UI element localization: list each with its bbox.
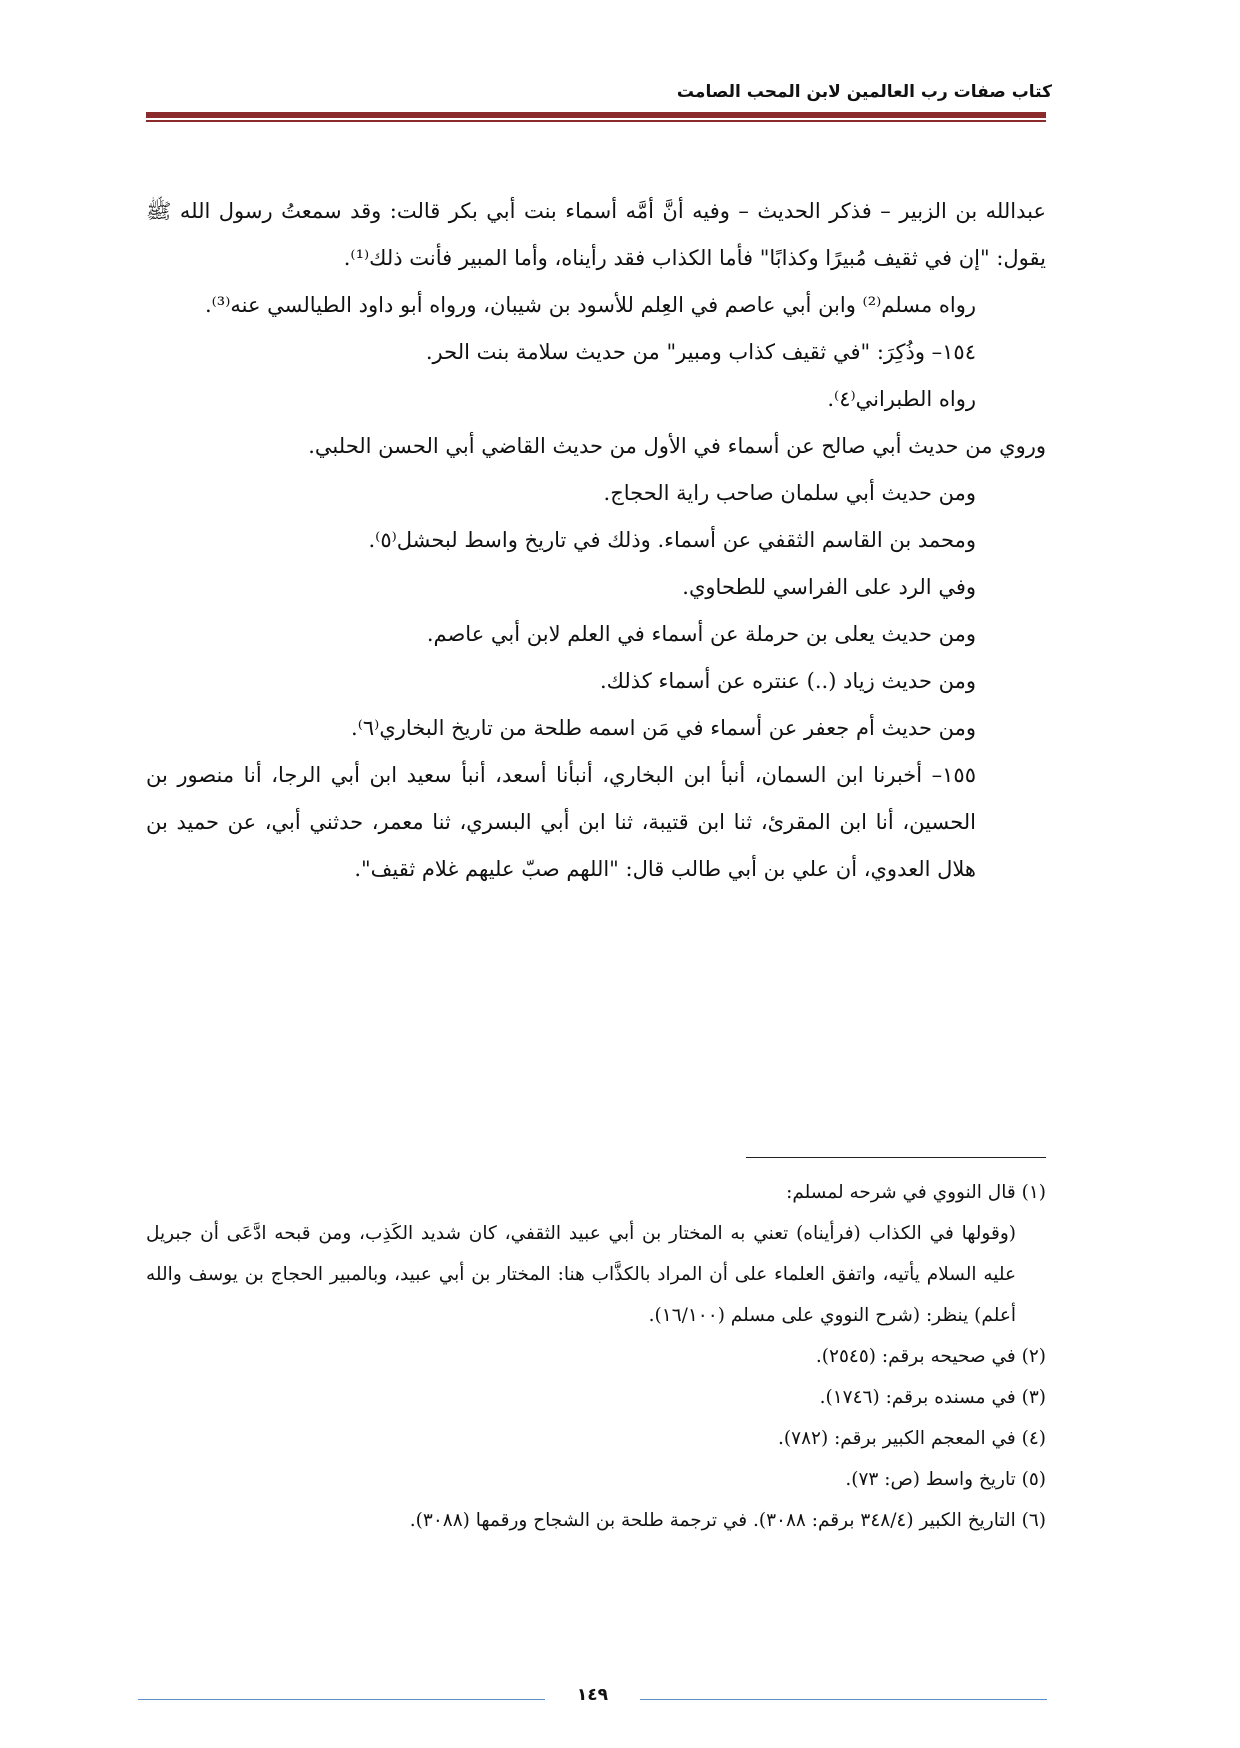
- footnote: (٢) في صحيحه برقم: (٢٥٤٥).: [815, 1346, 1046, 1367]
- footnotes: [146, 1172, 1046, 1541]
- header-rule: [146, 112, 1046, 118]
- paragraph: ومحمد بن القاسم الثقفي عن أسماء. وذلك في تاريخ واسط لبحشل⁽٥⁾.: [368, 528, 976, 552]
- hadith-155: ١٥٥– أخبرنا ابن السمان، أنبأ ابن البخاري، أنبأنا أسعد، أنبأ سعيد ابن أبي الرجا، أنا منصور بن الحسين، أنا ابن المقرئ، ثنا ابن قتيبة، ثنا ابن أبي البسري، ثنا معمر، حدثني أبي، عن حميد بن هلال العدوي، أن علي بن أبي طالب قال: "اللهم صبّ عليهم غلام ثقيف".: [146, 763, 976, 881]
- paragraph: عبدالله بن الزبير – فذكر الحديث – وفيه أنَّ أمَّه أسماء بنت أبي بكر قالت: وقد سمعتُ رسول الله ﷺ يقول: "إن في ثقيف مُبيرًا وكذابًا" فأما الكذاب فقد رأيناه، وأما المبير فأنت ذلك⁽¹⁾.: [146, 199, 1046, 270]
- page-number: ١٤٩: [576, 1685, 609, 1705]
- paragraph: ومن حديث أبي سلمان صاحب راية الحجاج.: [603, 481, 976, 505]
- header-rule-thin: [146, 120, 1046, 122]
- paragraph: ومن حديث أم جعفر عن أسماء في مَن اسمه طلحة من تاريخ البخاري⁽٦⁾.: [351, 716, 976, 740]
- hadith-154: ١٥٤– وذُكِرَ: "في ثقيف كذاب ومبير" من حديث سلامة بنت الحر.: [425, 340, 976, 364]
- paragraph: ومن حديث يعلى بن حرملة عن أسماء في العلم لابن أبي عاصم.: [426, 622, 976, 646]
- paragraph: وفي الرد على الفراسي للطحاوي.: [682, 575, 976, 599]
- footnote-quote: (وقولها في الكذاب (فرأيناه) تعني به المختار بن أبي عبيد الثقفي، كان شديد الكَذِب، ومن قبحه ادَّعَى أن جبريل عليه السلام يأتيه، واتفق العلماء على أن المراد بالكذَّاب هنا: المختار بن أبي عبيد، وبالمبير الحجاج بن يوسف والله أعلم) ينظر: (شرح النووي على مسلم (١٦/١٠٠).: [146, 1223, 1016, 1326]
- paragraph: رواه مسلم⁽²⁾ وابن أبي عاصم في العِلم للأسود بن شيبان، ورواه أبو داود الطيالسي عنه⁽³⁾.: [204, 293, 976, 317]
- paragraph: وروي من حديث أبي صالح عن أسماء في الأول من حديث القاضي أبي الحسن الحلبي.: [308, 434, 1046, 458]
- footnote-separator: [746, 1157, 1046, 1158]
- paragraph: ومن حديث زياد (..) عنتره عن أسماء كذلك.: [600, 669, 976, 693]
- running-header-title: كتاب صفات رب العالمين لابن المحب الصامت: [676, 82, 1052, 102]
- main-text: [146, 188, 1046, 893]
- footnote: (٦) التاريخ الكبير (٣٤٨/٤ برقم: ٣٠٨٨). في ترجمة طلحة بن الشجاح ورقمها (٣٠٨٨).: [409, 1510, 1046, 1531]
- paragraph: رواه الطبراني⁽٤⁾.: [827, 387, 976, 411]
- footer-rule-left: [138, 1699, 545, 1700]
- footnote: (١) قال النووي في شرحه لمسلم:: [786, 1182, 1046, 1203]
- footnote: (٣) في مسنده برقم: (١٧٤٦).: [819, 1387, 1046, 1408]
- footer-rule-right: [640, 1699, 1047, 1700]
- footnote: (٥) تاريخ واسط (ص: ٧٣).: [845, 1469, 1046, 1490]
- footnote: (٤) في المعجم الكبير برقم: (٧٨٢).: [778, 1428, 1046, 1449]
